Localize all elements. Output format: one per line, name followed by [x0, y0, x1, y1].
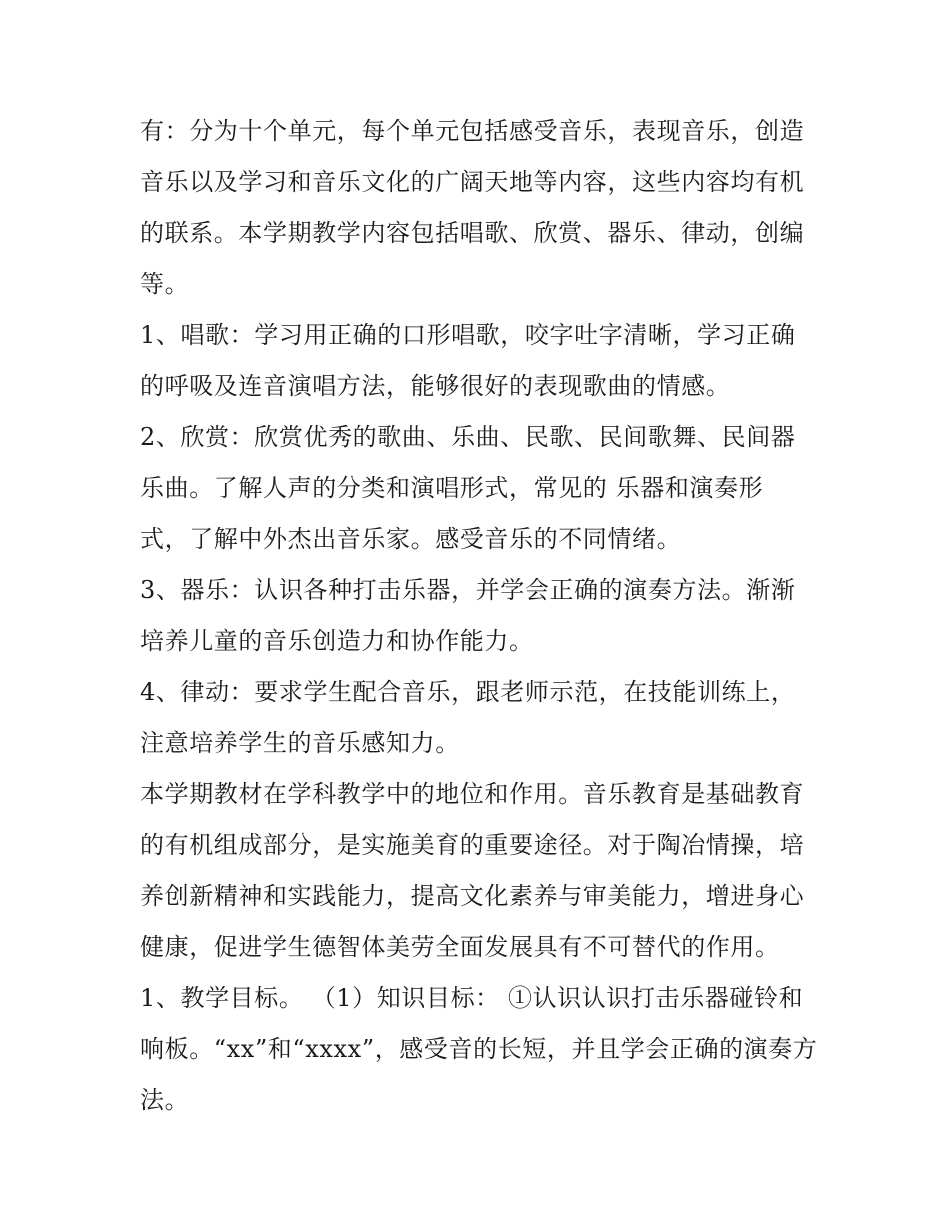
text-line: 有：分为十个单元，每个单元包括感受音乐，表现音乐，创造 — [140, 117, 805, 145]
text-line: 养创新精神和实践能力，提高文化素养与审美能力，增进身心 — [140, 882, 805, 910]
text-line: 的联系。本学期教学内容包括唱歌、欣赏、器乐、律动，创编 — [140, 219, 805, 247]
text-line: 的呼吸及连音演唱方法，能够很好的表现歌曲的情感。 — [140, 372, 731, 400]
text-line: 响板。“xx”和“xxxx”，感受音的长短，并且学会正确的演奏方 — [140, 1035, 818, 1063]
text-line: 3、器乐：认识各种打击乐器，并学会正确的演奏方法。渐渐 — [140, 576, 796, 604]
text-line: 2、欣赏：欣赏优秀的歌曲、乐曲、民歌、民间歌舞、民间器 — [140, 423, 796, 451]
text-line: 等。 — [140, 270, 190, 298]
text-line: 1、教学目标。 （1）知识目标： ①认识认识打击乐器碰铃和 — [140, 984, 804, 1012]
text-line: 培养儿童的音乐创造力和协作能力。 — [140, 627, 534, 655]
text-line: 健康，促进学生德智体美劳全面发展具有不可替代的作用。 — [140, 933, 780, 961]
text-line: 的有机组成部分，是实施美育的重要途径。对于陶冶情操，培 — [140, 831, 805, 859]
text-line: 本学期教材在学科教学中的地位和作用。音乐教育是基础教育 — [140, 780, 805, 808]
text-line: 法。 — [140, 1086, 190, 1114]
text-line: 乐曲。了解人声的分类和演唱形式，常见的 乐器和演奏形 — [140, 474, 764, 502]
text-line: 4、律动：要求学生配合音乐，跟老师示范，在技能训练上， — [140, 678, 796, 706]
text-line: 式，了解中外杰出音乐家。感受音乐的不同情绪。 — [140, 525, 682, 553]
text-line: 1、唱歌：学习用正确的口形唱歌，咬字吐字清晰，学习正确 — [140, 321, 796, 349]
document-body — [140, 106, 820, 1126]
text-line: 音乐以及学习和音乐文化的广阔天地等内容，这些内容均有机 — [140, 168, 805, 196]
text-line: 注意培养学生的音乐感知力。 — [140, 729, 460, 757]
